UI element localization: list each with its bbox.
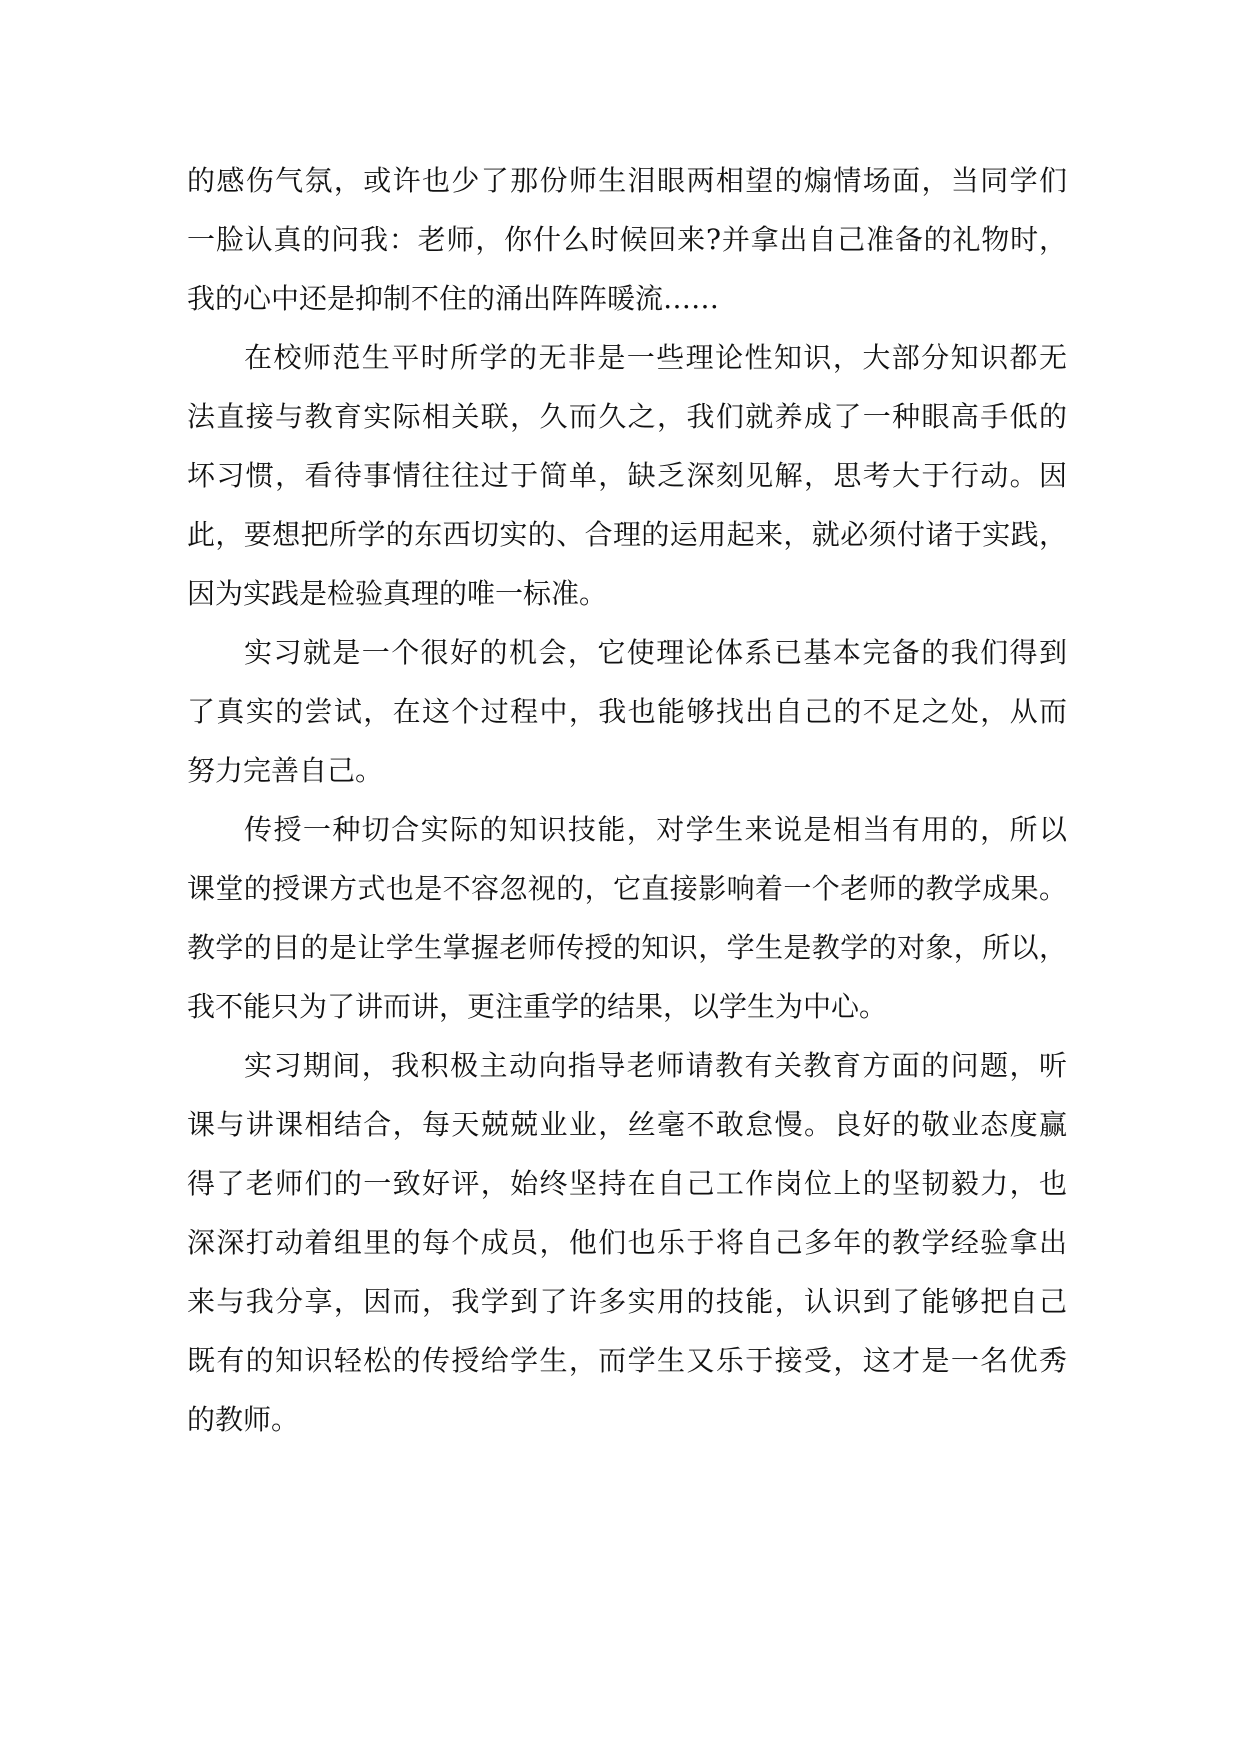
text-line: 传授一种切合实际的知识技能，对学生来说是相当有用的，所以: [244, 813, 1067, 846]
text-line: 的感伤气氛，或许也少了那份师生泪眼两相望的煽情场面，当同学们: [187, 164, 1067, 197]
text-line: 课与讲课相结合，每天兢兢业业，丝毫不敢怠慢。良好的敬业态度赢: [187, 1108, 1067, 1141]
paragraph: [187, 800, 1067, 1036]
paragraph: [187, 1036, 1067, 1449]
text-line: 来与我分享，因而，我学到了许多实用的技能，认识到了能够把自己: [187, 1285, 1067, 1318]
text-line: 深深打动着组里的每个成员，他们也乐于将自己多年的教学经验拿出: [187, 1226, 1067, 1259]
text-line: 此，要想把所学的东西切实的、合理的运用起来，就必须付诸于实践，: [187, 518, 1067, 551]
text-line: 法直接与教育实际相关联，久而久之，我们就养成了一种眼高手低的: [187, 400, 1067, 433]
text-line: 的教师。: [187, 1403, 300, 1436]
text-line: 得了老师们的一致好评，始终坚持在自己工作岗位上的坚韧毅力，也: [187, 1167, 1067, 1200]
paragraph: [187, 151, 1067, 328]
text-line: 课堂的授课方式也是不容忽视的，它直接影响着一个老师的教学成果。: [187, 872, 1067, 905]
text-line: 实习期间，我积极主动向指导老师请教有关教育方面的问题，听: [244, 1049, 1067, 1082]
text-line: 我的心中还是抑制不住的涌出阵阵暖流……: [187, 282, 720, 315]
text-line: 因为实践是检验真理的唯一标准。: [187, 577, 608, 610]
text-line: 了真实的尝试，在这个过程中，我也能够找出自己的不足之处，从而: [187, 695, 1067, 728]
text-line: 教学的目的是让学生掌握老师传授的知识，学生是教学的对象，所以，: [187, 931, 1067, 964]
text-line: 努力完善自己。: [187, 754, 384, 787]
text-line: 我不能只为了讲而讲，更注重学的结果，以学生为中心。: [187, 990, 888, 1023]
document-body: [187, 151, 1067, 1449]
paragraph: [187, 328, 1067, 623]
text-line: 既有的知识轻松的传授给学生，而学生又乐于接受，这才是一名优秀: [187, 1344, 1067, 1377]
text-line: 实习就是一个很好的机会，它使理论体系已基本完备的我们得到: [244, 636, 1067, 669]
text-line: 坏习惯，看待事情往往过于简单，缺乏深刻见解，思考大于行动。因: [187, 459, 1067, 492]
paragraph: [187, 623, 1067, 800]
text-line: 在校师范生平时所学的无非是一些理论性知识，大部分知识都无: [244, 341, 1067, 374]
text-line: 一脸认真的问我：老师，你什么时候回来?并拿出自己准备的礼物时，: [187, 223, 1067, 256]
